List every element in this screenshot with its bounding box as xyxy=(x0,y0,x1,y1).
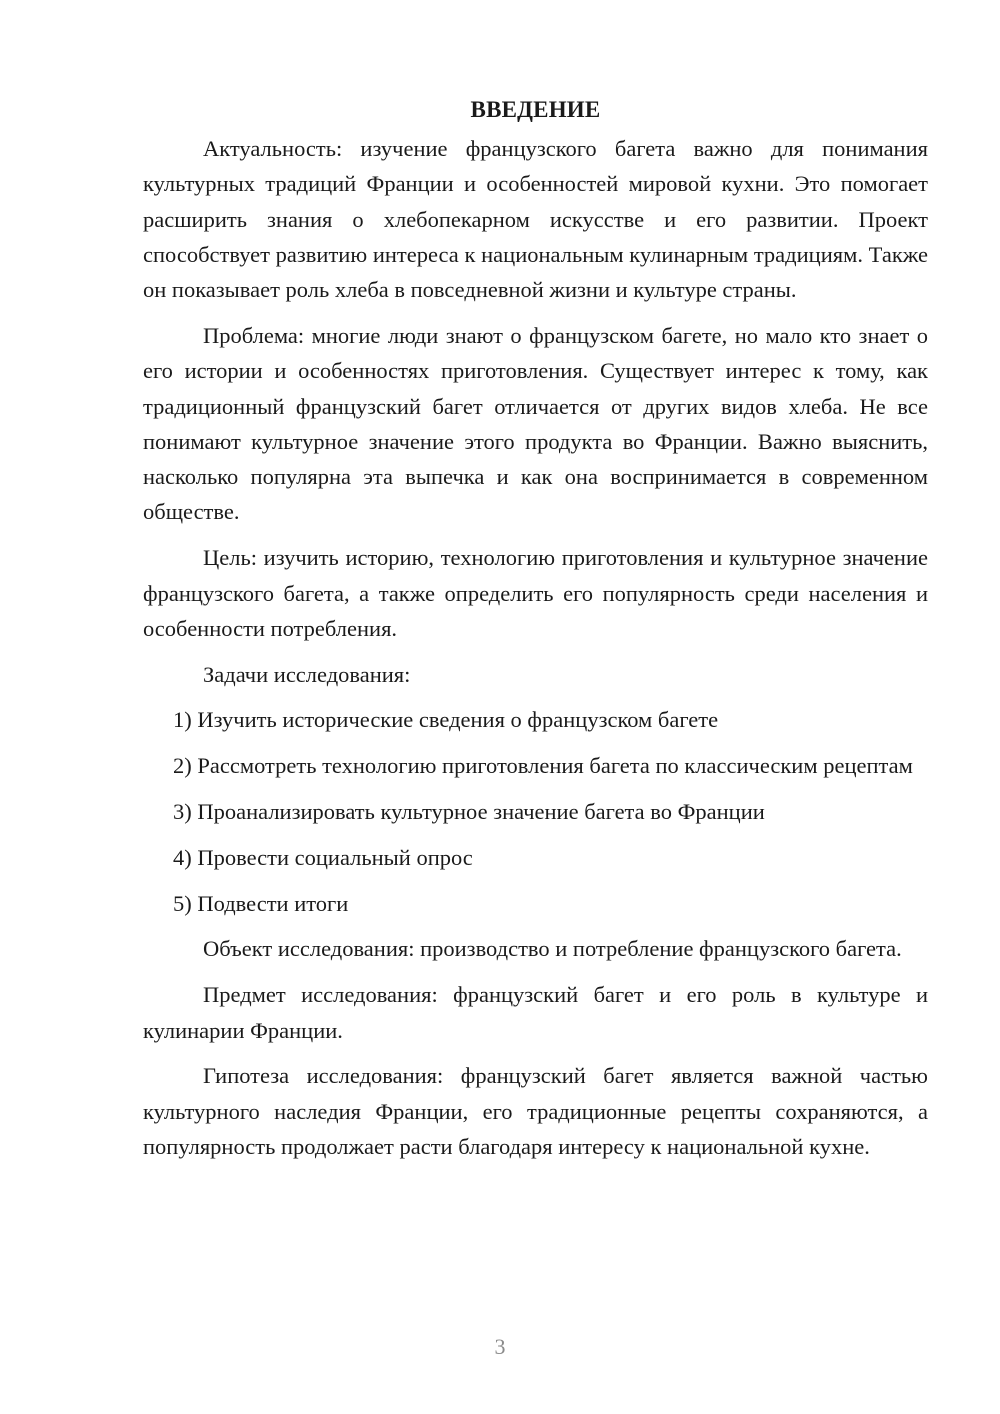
relevance-paragraph: Актуальность: изучение французского багета важно для понимания культурных традиций Франции и особенностей мировой кухни. Это помогает расширить знания о хлебопекарном искусстве и его развитии. Проект способствует развитию интереса к национальным кулинарным традициям. Также он показывает роль хлеба в повседневной жизни и культуре страны. xyxy=(143,136,928,303)
goal-paragraph: Цель: изучить историю, технологию приготовления и культурное значение французского багета, а также определить его популярность среди населения и особенности потребления. xyxy=(143,545,928,641)
task-list-item: 3) Проанализировать культурное значение багета во Франции xyxy=(173,799,765,825)
task-list-item: 4) Провести социальный опрос xyxy=(173,844,473,870)
problem-paragraph: Проблема: многие люди знают о французском багете, но мало кто знает о его истории и особенностях приготовления. Существует интерес к тому, как традиционный французский багет отличается от других видов хлеба. Не все понимают культурное значение этого продукта во Франции. Важно выяснить, насколько популярна эта выпечка и как она воспринимается в современном обществе. xyxy=(143,322,928,525)
tasks-heading: Задачи исследования: xyxy=(203,661,411,687)
document-page xyxy=(143,92,928,1175)
object-paragraph: Объект исследования: производство и потребление французского багета. xyxy=(203,936,902,962)
page-number: 3 xyxy=(494,1334,506,1359)
task-list-item: 5) Подвести итоги xyxy=(173,890,349,916)
task-list-item: 1) Изучить исторические сведения о французском багете xyxy=(173,707,719,733)
subject-paragraph: Предмет исследования: французский багет и его роль в культуре и кулинарии Франции. xyxy=(143,982,928,1043)
task-list-item: 2) Рассмотреть технологию приготовления багета по классическим рецептам xyxy=(173,753,913,779)
hypothesis-paragraph: Гипотеза исследования: французский багет является важной частью культурного наследия Франции, его традиционные рецепты сохраняются, а популярность продолжает расти благодаря интересу к национальной кухне. xyxy=(143,1063,928,1159)
page-title: ВВЕДЕНИЕ xyxy=(470,97,601,122)
